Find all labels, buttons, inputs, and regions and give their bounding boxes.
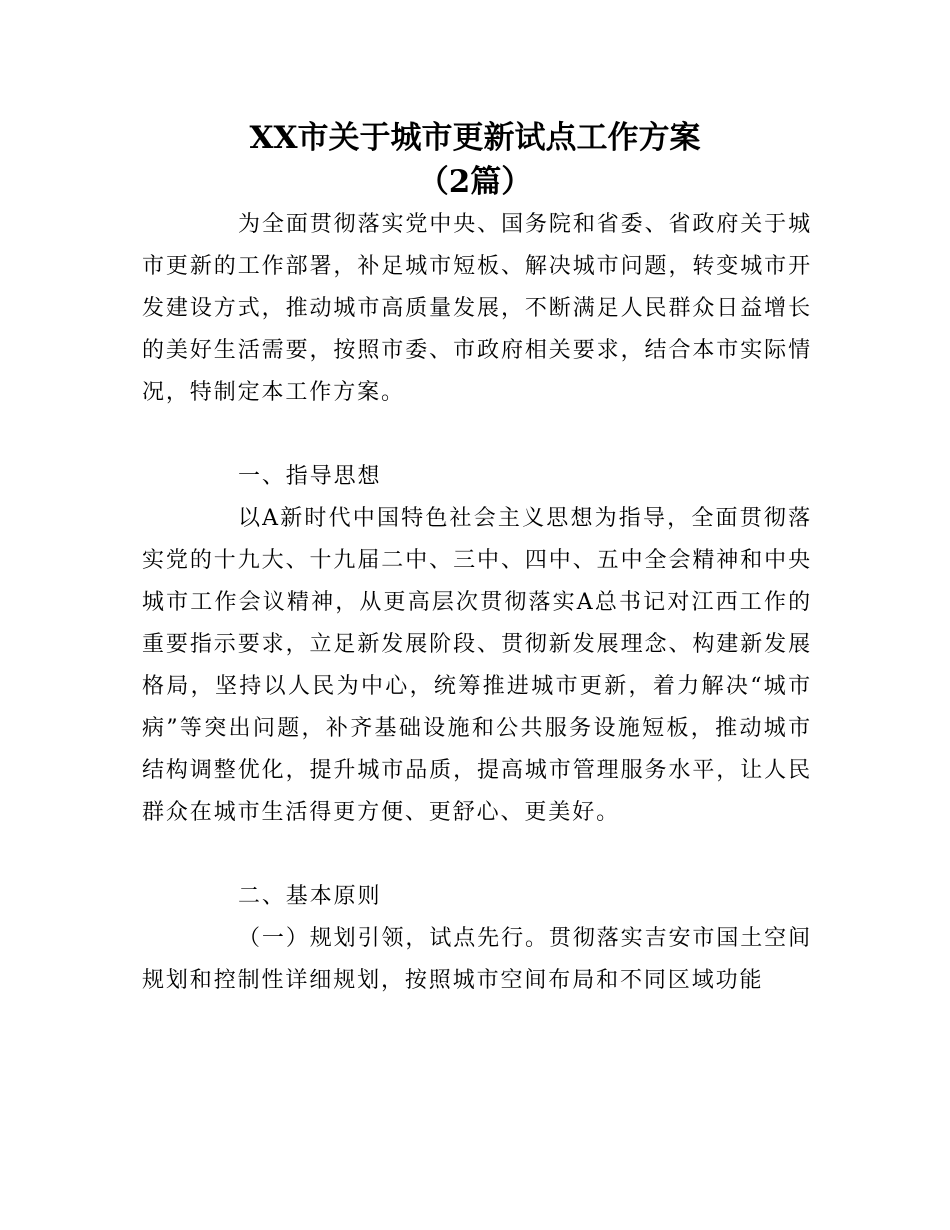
document-title — [140, 116, 810, 204]
title-line-main: XX市关于城市更新试点工作方案 — [249, 120, 701, 156]
intro-paragraph: 为全面贯彻落实党中央、国务院和省委、省政府关于城市更新的工作部署，补足城市短板、解决城市问题，转变城市开发建设方式，推动城市高质量发展，不断满足人民群众日益增长的美好生活需要，按照市委、市政府相关要求，结合本市实际情况，特制定本工作方案。 — [142, 212, 812, 405]
section-heading-guiding-ideology: 一、指导思想 — [238, 464, 382, 489]
guiding-ideology-paragraph: 以A新时代中国特色社会主义思想为指导，全面贯彻落实党的十九大、十九届二中、三中、四中、五中全会精神和中央城市工作会议精神，从更高层次贯彻落实A总书记对江西工作的重要指示要求，立足新发展阶段、贯彻新发展理念、构建新发展格局，坚持以人民为中心，统筹推进城市更新，着力解决“城市病”等突出问题，补齐基础设施和公共服务设施短板，推动城市结构调整优化，提升城市品质，提高城市管理服务水平，让人民群众在城市生活得更方便、更舒心、更美好。 — [142, 506, 812, 825]
title-line-subtitle: （2篇） — [417, 164, 533, 200]
section-heading-basic-principles: 二、基本原则 — [238, 884, 382, 909]
basic-principles-item-1: （一）规划引领，试点先行。贯彻落实吉安市国土空间规划和控制性详细规划，按照城市空间布局和不同区域功能 — [142, 926, 812, 993]
document-body — [142, 204, 812, 1002]
